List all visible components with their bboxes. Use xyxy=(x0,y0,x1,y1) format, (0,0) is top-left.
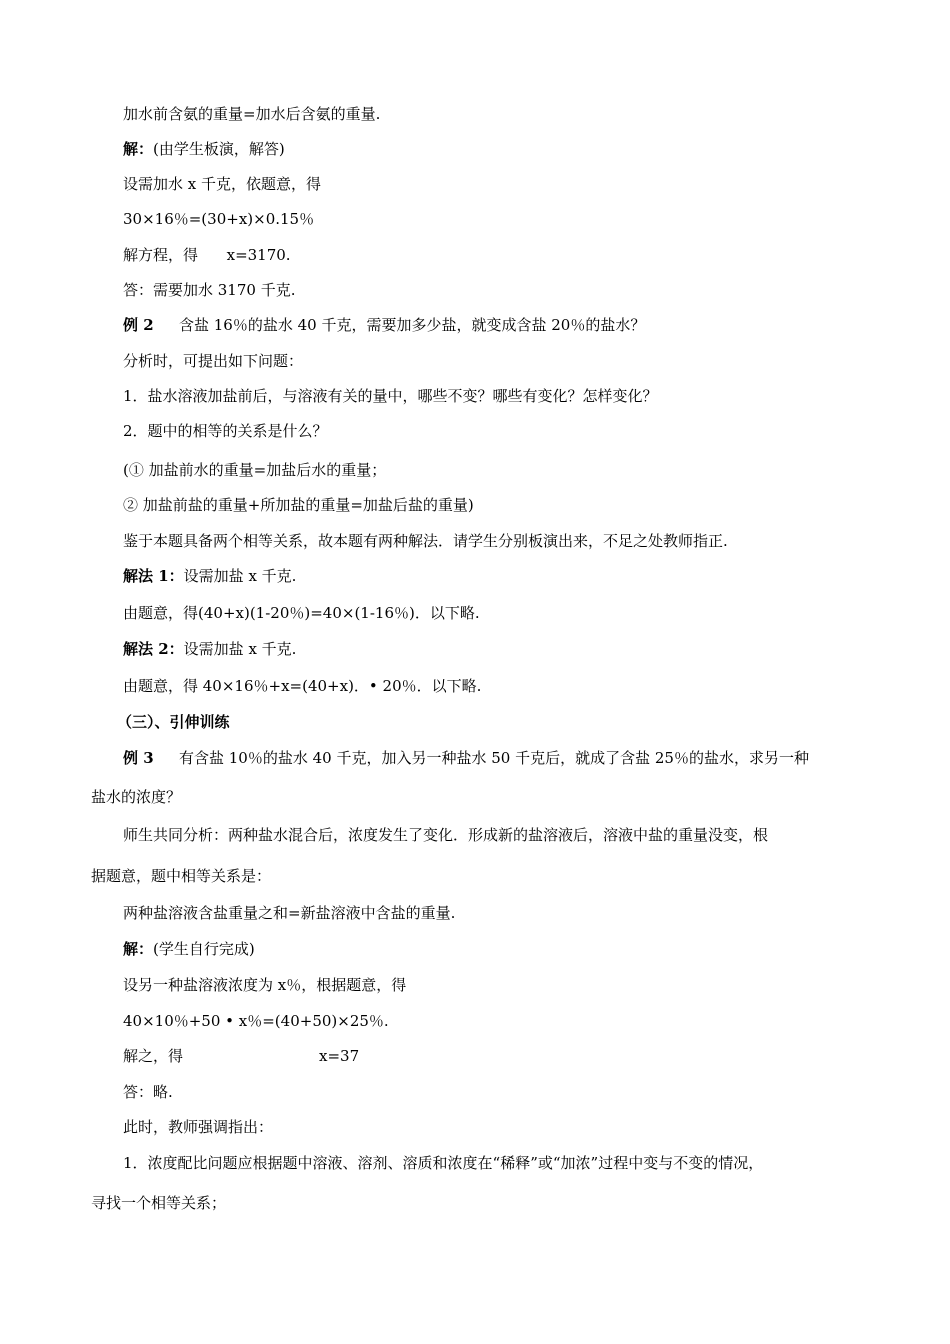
text-line: 据题意，题中相等关系是： xyxy=(91,867,272,885)
method-text: 设需加盐 x 千克. xyxy=(183,640,297,658)
relation-line: (① 加盐前水的重量=加盐后水的重量； xyxy=(123,461,387,479)
text-line: 设需加水 x 千克，依题意，得 xyxy=(123,175,321,193)
relation-line: ② 加盐前盐的重量+所加盐的重量=加盐后盐的重量) xyxy=(123,496,474,514)
method-text: 设需加盐 x 千克. xyxy=(183,567,297,585)
section-heading: （三）、引伸训练 xyxy=(117,713,230,731)
solution-note: (由学生板演，解答) xyxy=(153,140,285,158)
question-line: 1．盐水溶液加盐前后，与溶液有关的量中，哪些不变？哪些有变化？怎样变化？ xyxy=(123,387,658,405)
solution-note: (学生自行完成) xyxy=(153,940,255,958)
example-text: 含盐 16％的盐水 40 千克，需要加多少盐，就变成含盐 20％的盐水？ xyxy=(179,316,646,334)
question-line: 2．题中的相等的关系是什么？ xyxy=(123,422,328,440)
example-line xyxy=(123,748,809,768)
solution-label: 解： xyxy=(123,940,154,958)
answer-line: 答：需要加水 3170 千克. xyxy=(123,281,296,299)
solution-label: 解： xyxy=(123,140,154,158)
text-line: 此时，教师强调指出： xyxy=(123,1118,274,1136)
solve-line xyxy=(123,1046,359,1066)
equation-line: 30×16％=(30+x)×0.15％ xyxy=(123,210,315,228)
text-line: 1．浓度配比问题应根据题中溶液、溶剂、溶质和浓度在“稀释”或“加浓”过程中变与不变的情况， xyxy=(123,1154,764,1172)
example-label: 例 2 xyxy=(123,316,154,334)
answer-line: 答：略. xyxy=(123,1083,173,1101)
solve-result: x=37 xyxy=(319,1047,360,1065)
equation-line: 40×10％+50 • x％=(40+50)×25％. xyxy=(123,1012,389,1030)
equation-line: 由题意，得(40+x)(1-20％)=40×(1-16％)．以下略. xyxy=(123,604,480,622)
example-text: 有含盐 10％的盐水 40 千克，加入另一种盐水 50 千克后，就成了含盐 25％的盐水，求另一种 xyxy=(179,749,809,767)
method-label: 解法 2： xyxy=(123,640,184,658)
text-line: 分析时，可提出如下问题： xyxy=(123,352,304,370)
method-label: 解法 1： xyxy=(123,567,184,585)
text-line: 盐水的浓度？ xyxy=(91,788,182,806)
text-line: 设另一种盐溶液浓度为 x％，根据题意，得 xyxy=(123,976,407,994)
text-line: 鉴于本题具备两个相等关系，故本题有两种解法．请学生分别板演出来，不足之处教师指正. xyxy=(123,532,728,550)
example-label: 例 3 xyxy=(123,749,154,767)
example-line xyxy=(123,315,645,335)
text-line: 解方程，得 x=3170. xyxy=(123,246,291,264)
method-line xyxy=(123,566,296,586)
text-line: 加水前含氨的重量=加水后含氨的重量. xyxy=(123,105,381,123)
equation-line: 由题意，得 40×16％+x=(40+x)．• 20％．以下略. xyxy=(123,677,482,695)
solution-line xyxy=(123,939,255,959)
solution-line xyxy=(123,139,285,159)
solve-label: 解之，得 xyxy=(123,1047,184,1065)
text-line: 师生共同分析：两种盐水混合后，浓度发生了变化．形成新的盐溶液后，溶液中盐的重量没变，根 xyxy=(123,826,769,844)
method-line xyxy=(123,639,296,659)
text-line: 寻找一个相等关系； xyxy=(91,1194,227,1212)
text-line: 两种盐溶液含盐重量之和=新盐溶液中含盐的重量. xyxy=(123,904,456,922)
